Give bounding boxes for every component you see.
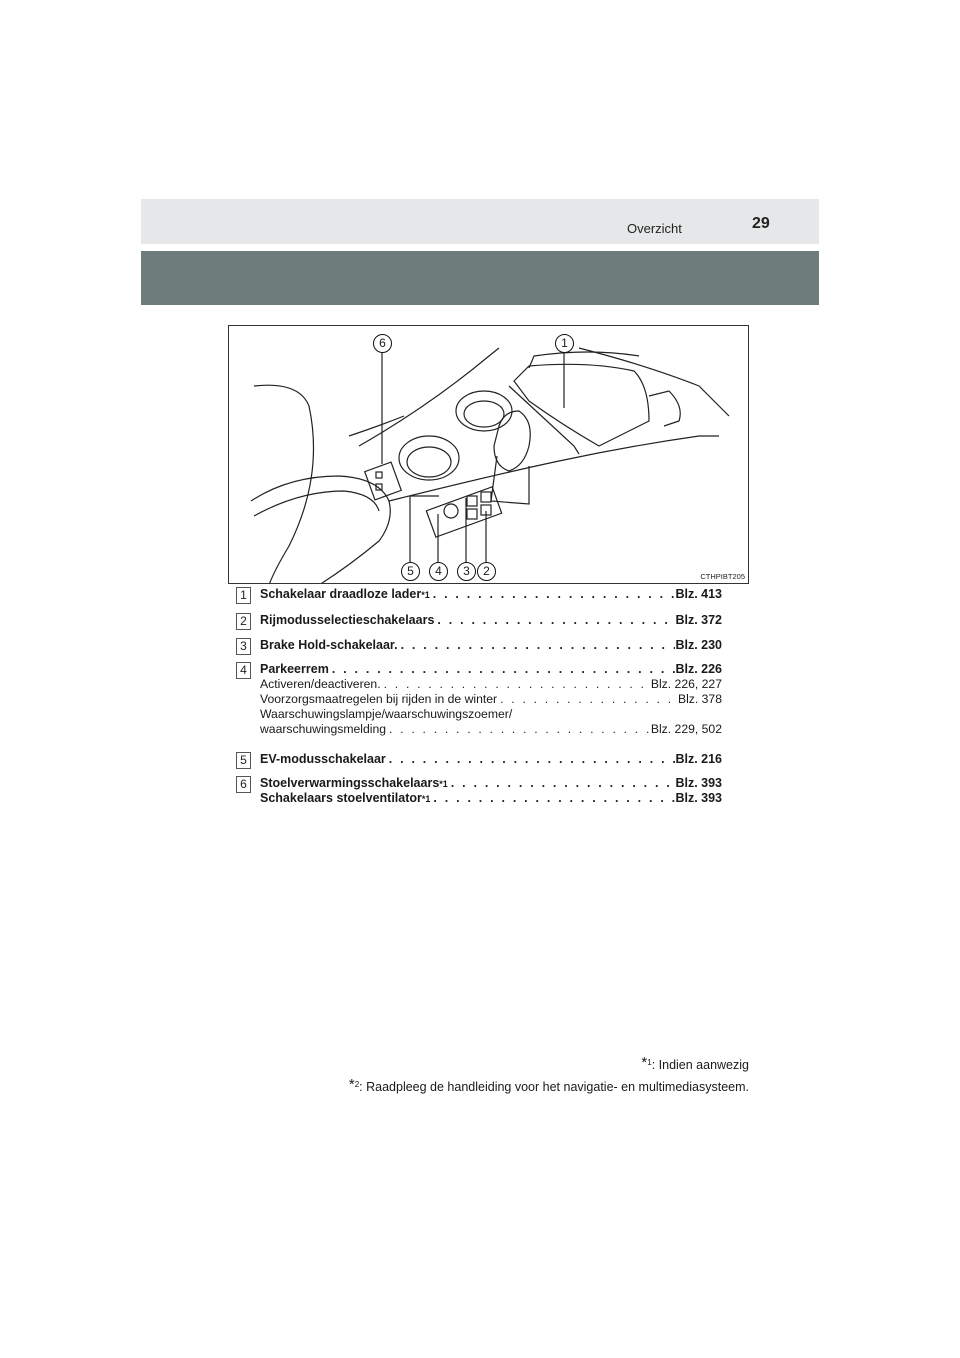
leader-dots <box>386 722 651 737</box>
entry-text: EV-modusschakelaar <box>260 752 386 766</box>
footnotes <box>349 1053 749 1097</box>
list-item <box>236 638 726 653</box>
callout-4: 4 <box>429 562 448 581</box>
leader-dots <box>430 587 676 602</box>
entry-text: Rijmodusselectieschakelaars <box>260 613 435 627</box>
entry-subline <box>260 707 722 722</box>
footnote-ref: *1 <box>421 794 431 804</box>
entry-subline <box>260 677 722 692</box>
entry-text: Waarschuwingslampje/waarschuwingszoemer/ <box>260 707 513 721</box>
page-number: 29 <box>752 215 770 232</box>
footnote-sub: 2 <box>354 1080 360 1089</box>
entry-line <box>260 662 722 677</box>
footnote-sub: 1 <box>647 1058 652 1067</box>
callout-6: 6 <box>373 334 392 353</box>
leader-dots <box>497 692 678 707</box>
entry-text: waarschuwingsmelding <box>260 722 386 736</box>
page-ref: Blz. 216 <box>675 752 722 766</box>
footnote-mark: * <box>641 1054 648 1071</box>
entry-line <box>260 752 722 767</box>
entry-text: Schakelaars stoelventilator <box>260 791 422 805</box>
entry-text: Brake Hold-schakelaar. <box>260 638 398 652</box>
list-item <box>236 587 726 602</box>
entry-subline <box>260 692 722 707</box>
leader-dots <box>448 776 676 791</box>
page-ref: Blz. 372 <box>675 613 722 627</box>
entry-subline <box>260 722 722 737</box>
entry-text: Schakelaar draadloze lader <box>260 587 422 601</box>
leader-dots <box>430 791 675 806</box>
entry-line <box>260 776 722 791</box>
entry-text: Voorzorgsmaatregelen bij rijden in de winter <box>260 692 498 706</box>
page-ref: Blz. 230 <box>675 638 722 652</box>
entry-line <box>260 613 722 628</box>
callout-1: 1 <box>555 334 574 353</box>
leader-dots <box>434 613 675 628</box>
leader-dots <box>329 662 676 677</box>
leader-dots <box>386 752 676 767</box>
list-item <box>236 776 726 806</box>
leader-dots <box>381 677 651 692</box>
page-header-title: Overzicht <box>627 221 682 236</box>
figure-code: CTHPIBT205 <box>700 572 745 581</box>
callout-5: 5 <box>401 562 420 581</box>
header-bar <box>141 199 819 244</box>
entry-line <box>260 638 722 653</box>
page-ref: Blz. 226, 227 <box>650 677 722 691</box>
footnote-text: : Indien aanwezig <box>651 1058 749 1072</box>
footnote-2 <box>349 1075 749 1097</box>
item-number: 1 <box>236 587 251 604</box>
page-ref: Blz. 378 <box>677 692 722 706</box>
entry-line <box>260 791 722 806</box>
section-band <box>141 251 819 305</box>
list-item <box>236 613 726 628</box>
item-number: 2 <box>236 613 251 630</box>
footnote-mark: * <box>348 1076 355 1093</box>
page-ref: Blz. 229, 502 <box>650 722 722 736</box>
entry-text: Parkeerrem <box>260 662 329 676</box>
entry-text: Activeren/deactiveren. <box>260 677 381 691</box>
item-number: 4 <box>236 662 251 679</box>
entry-line <box>260 587 722 602</box>
footnote-ref: *1 <box>439 779 448 789</box>
page-ref: Blz. 393 <box>675 776 722 790</box>
entry-text: Stoelverwarmingsschakelaars <box>260 776 440 790</box>
console-illustration <box>228 325 749 584</box>
item-number: 3 <box>236 638 251 655</box>
page-ref: Blz. 393 <box>675 791 722 805</box>
item-number: 5 <box>236 752 251 769</box>
page-ref: Blz. 413 <box>675 587 722 601</box>
list-item <box>236 752 726 767</box>
callout-2: 2 <box>477 562 496 581</box>
page-ref: Blz. 226 <box>675 662 722 676</box>
footnote-text: : Raadpleeg de handleiding voor het navigatie- en multimediasysteem. <box>359 1080 749 1094</box>
leader-dots <box>398 638 676 653</box>
list-item <box>236 662 726 737</box>
console-line-drawing <box>229 326 749 584</box>
callout-3: 3 <box>457 562 476 581</box>
item-number: 6 <box>236 776 251 793</box>
footnote-ref: *1 <box>421 590 430 600</box>
footnote-1 <box>349 1053 749 1075</box>
